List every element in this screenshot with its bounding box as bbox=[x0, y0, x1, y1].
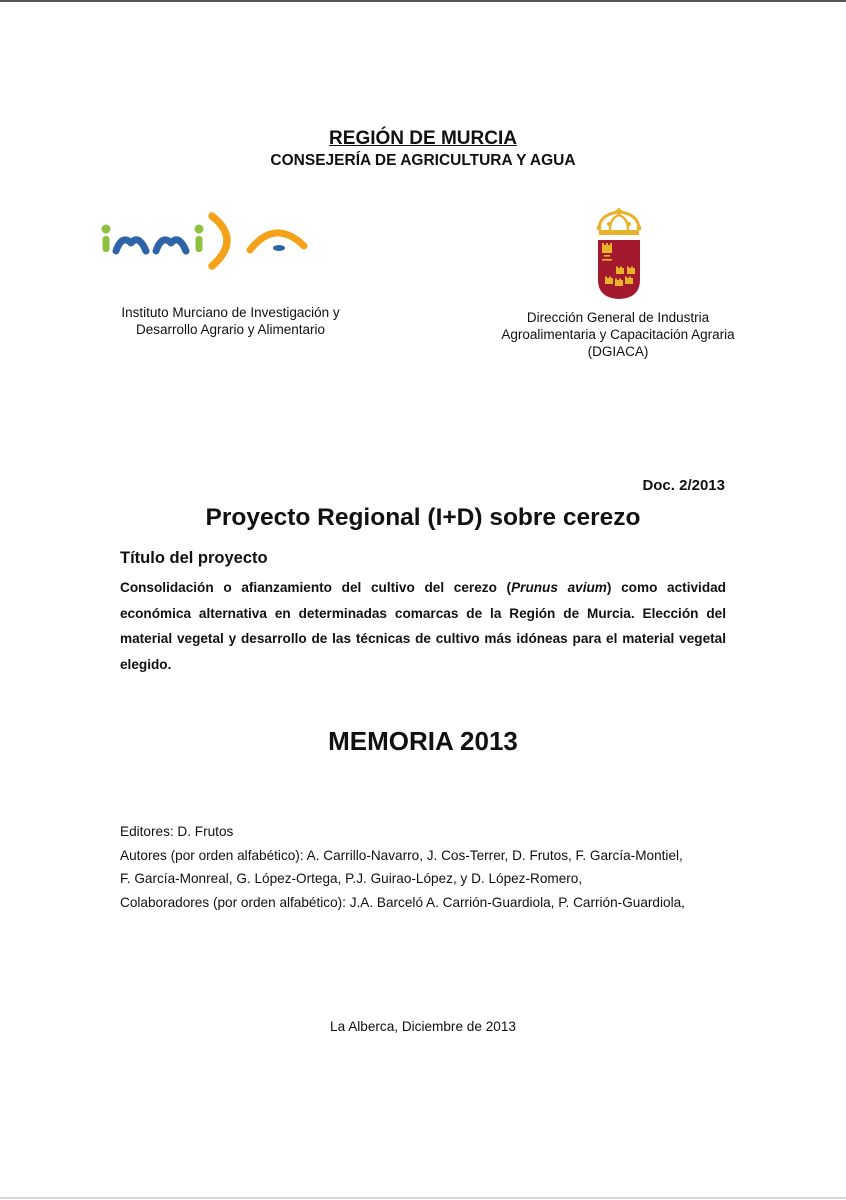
project-title-label: Título del proyecto bbox=[120, 549, 268, 567]
credits-block bbox=[120, 820, 760, 914]
dgiaca-caption-line: Dirección General de Industria bbox=[526, 310, 710, 325]
project-text-before: Consolidación o afianzamiento del cultivo del cerezo ( bbox=[120, 580, 512, 595]
imida-letter-m1 bbox=[116, 240, 146, 251]
imida-caption-line: Desarrollo Agrario y Alimentario bbox=[135, 322, 326, 337]
dgiaca-caption-line: Agroalimentaria y Capacitación Agraria bbox=[501, 327, 735, 342]
region-heading: REGIÓN DE MURCIA bbox=[329, 128, 517, 149]
authors-line: Autores (por orden alfabético): A. Carrillo-Navarro, J. Cos-Terrer, D. Frutos, F. García-Montiel, bbox=[120, 847, 683, 863]
imida-letter-d bbox=[212, 216, 227, 266]
page-title: Proyecto Regional (I+D) sobre cerezo bbox=[205, 504, 641, 531]
imida-caption-line: Instituto Murciano de Investigación y bbox=[121, 305, 340, 320]
page-bottom-border bbox=[0, 1197, 846, 1199]
page-top-border bbox=[0, 0, 846, 2]
imida-letter-m2 bbox=[156, 240, 186, 251]
murcia-coat-of-arms-icon bbox=[594, 208, 644, 302]
dgiaca-caption-line: (DGIACA) bbox=[587, 344, 649, 359]
imida-letter-i2 bbox=[195, 225, 204, 253]
place-date: La Alberca, Diciembre de 2013 bbox=[330, 1019, 516, 1034]
authors-line: F. García-Monreal, G. López-Ortega, P.J. Guirao-López, y D. López-Romero, bbox=[120, 871, 583, 887]
dgiaca-caption bbox=[480, 309, 756, 360]
imida-logo bbox=[100, 210, 310, 272]
imida-letter-a bbox=[250, 233, 304, 251]
species-name: Prunus avium bbox=[511, 580, 607, 595]
shield-icon bbox=[598, 240, 640, 299]
imida-caption bbox=[88, 304, 373, 338]
collaborators-line: Colaboradores (por orden alfabético): J.A. Barceló A. Carrión-Guardiola, P. Carrión-Guardiola, bbox=[120, 894, 685, 910]
memoria-heading: MEMORIA 2013 bbox=[328, 726, 518, 756]
document-number: Doc. 2/2013 bbox=[642, 477, 725, 494]
project-description bbox=[120, 575, 726, 677]
imida-letter-i1 bbox=[102, 225, 111, 253]
editors-line: Editores: D. Frutos bbox=[120, 824, 234, 839]
crown-icon bbox=[597, 208, 642, 235]
consejeria-heading: CONSEJERÍA DE AGRICULTURA Y AGUA bbox=[270, 152, 576, 169]
project-text-after: ) como actividad económica alternativa en determinadas comarcas de la Región de Murcia. Elección del material vegetal y desarrollo de las técnicas de cultivo más idóneas para el material vegetal elegido. bbox=[120, 580, 726, 672]
